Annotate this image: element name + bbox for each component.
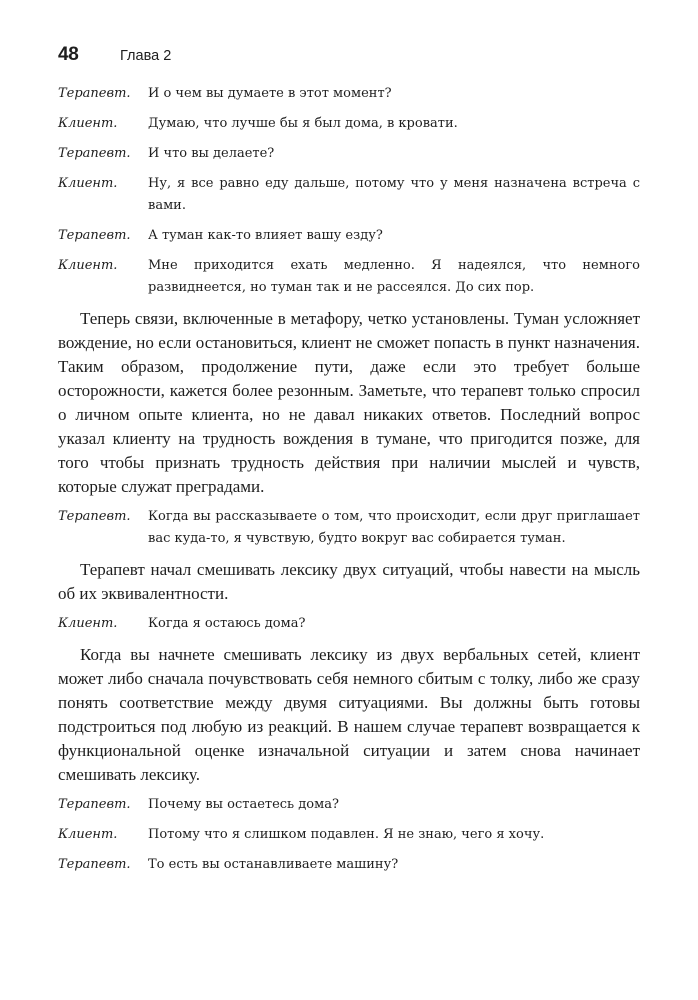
speaker-label: Клиент. <box>58 176 118 191</box>
dialogue-line <box>58 613 640 635</box>
utterance-text: То есть вы останавливаете машину? <box>148 857 399 872</box>
chapter-title: Глава 2 <box>120 48 172 64</box>
utterance-text: Почему вы остаетесь дома? <box>148 797 339 812</box>
utterance-text: Потому что я слишком подавлен. Я не знаю, чего я хочу. <box>148 827 545 842</box>
body-paragraph: Терапевт начал смешивать лексику двух ситуаций, чтобы навести на мысль об их эквивалентности. <box>58 560 640 603</box>
dialogue-line <box>58 83 640 105</box>
running-head <box>58 44 640 74</box>
body-paragraph: Когда вы начнете смешивать лексику из двух вербальных сетей, клиент может либо сначала почувствовать себя немного сбитым с толку, либо же сразу понять соответствие между двумя ситуациями. Вы должны быть готовы подстроиться под любую из реакций. В нашем случае терапевт возвращается к функциональной оценке изначальной ситуации и затем снова начинает смешивать лексику. <box>58 645 640 784</box>
speaker-label: Терапевт. <box>58 228 131 243</box>
speaker-label: Клиент. <box>58 258 118 273</box>
speaker-label: Терапевт. <box>58 797 131 812</box>
utterance-text: Мне приходится ехать медленно. Я надеялся, что немного развиднеется, но туман так и не рассеялся. До сих пор. <box>148 258 640 295</box>
speaker-label: Терапевт. <box>58 857 131 872</box>
speaker-label: Клиент. <box>58 827 118 842</box>
dialogue-line <box>58 854 640 876</box>
dialogue-line <box>58 506 640 550</box>
dialogue-line <box>58 255 640 299</box>
dialogue-line <box>58 113 640 135</box>
speaker-label: Терапевт. <box>58 86 131 101</box>
utterance-text: И что вы делаете? <box>148 146 275 161</box>
utterance-text: А туман как-то влияет вашу езду? <box>148 228 383 243</box>
dialogue-line <box>58 794 640 816</box>
utterance-text: Когда вы рассказываете о том, что происходит, если друг приглашает вас куда-то, я чувствую, будто вокруг вас собирается туман. <box>148 509 640 546</box>
speaker-label: Терапевт. <box>58 146 131 161</box>
utterance-text: Ну, я все равно еду дальше, потому что у меня назначена встреча с вами. <box>148 176 640 213</box>
dialogue-line <box>58 173 640 217</box>
utterance-text: И о чем вы думаете в этот момент? <box>148 86 392 101</box>
dialogue-line <box>58 143 640 165</box>
dialogue-line <box>58 225 640 247</box>
page-number: 48 <box>58 44 79 65</box>
book-page <box>58 44 640 884</box>
utterance-text: Когда я остаюсь дома? <box>148 616 306 631</box>
body-paragraph: Теперь связи, включенные в метафору, четко установлены. Туман усложняет вождение, но если остановиться, клиент не сможет попасть в пункт назначения. Таким образом, продолжение пути, даже если это требует больше осторожности, кажется более резонным. Заметьте, что терапевт только спросил о личном опыте клиента, но не давал никаких ответов. Последний вопрос указал клиенту на трудность вождения в тумане, что пригодится позже, для того чтобы признать трудность действия при наличии мыслей и чувств, которые служат преградами. <box>58 309 640 496</box>
speaker-label: Клиент. <box>58 116 118 131</box>
utterance-text: Думаю, что лучше бы я был дома, в кровати. <box>148 116 458 131</box>
dialogue-line <box>58 824 640 846</box>
speaker-label: Клиент. <box>58 616 118 631</box>
speaker-label: Терапевт. <box>58 509 131 524</box>
